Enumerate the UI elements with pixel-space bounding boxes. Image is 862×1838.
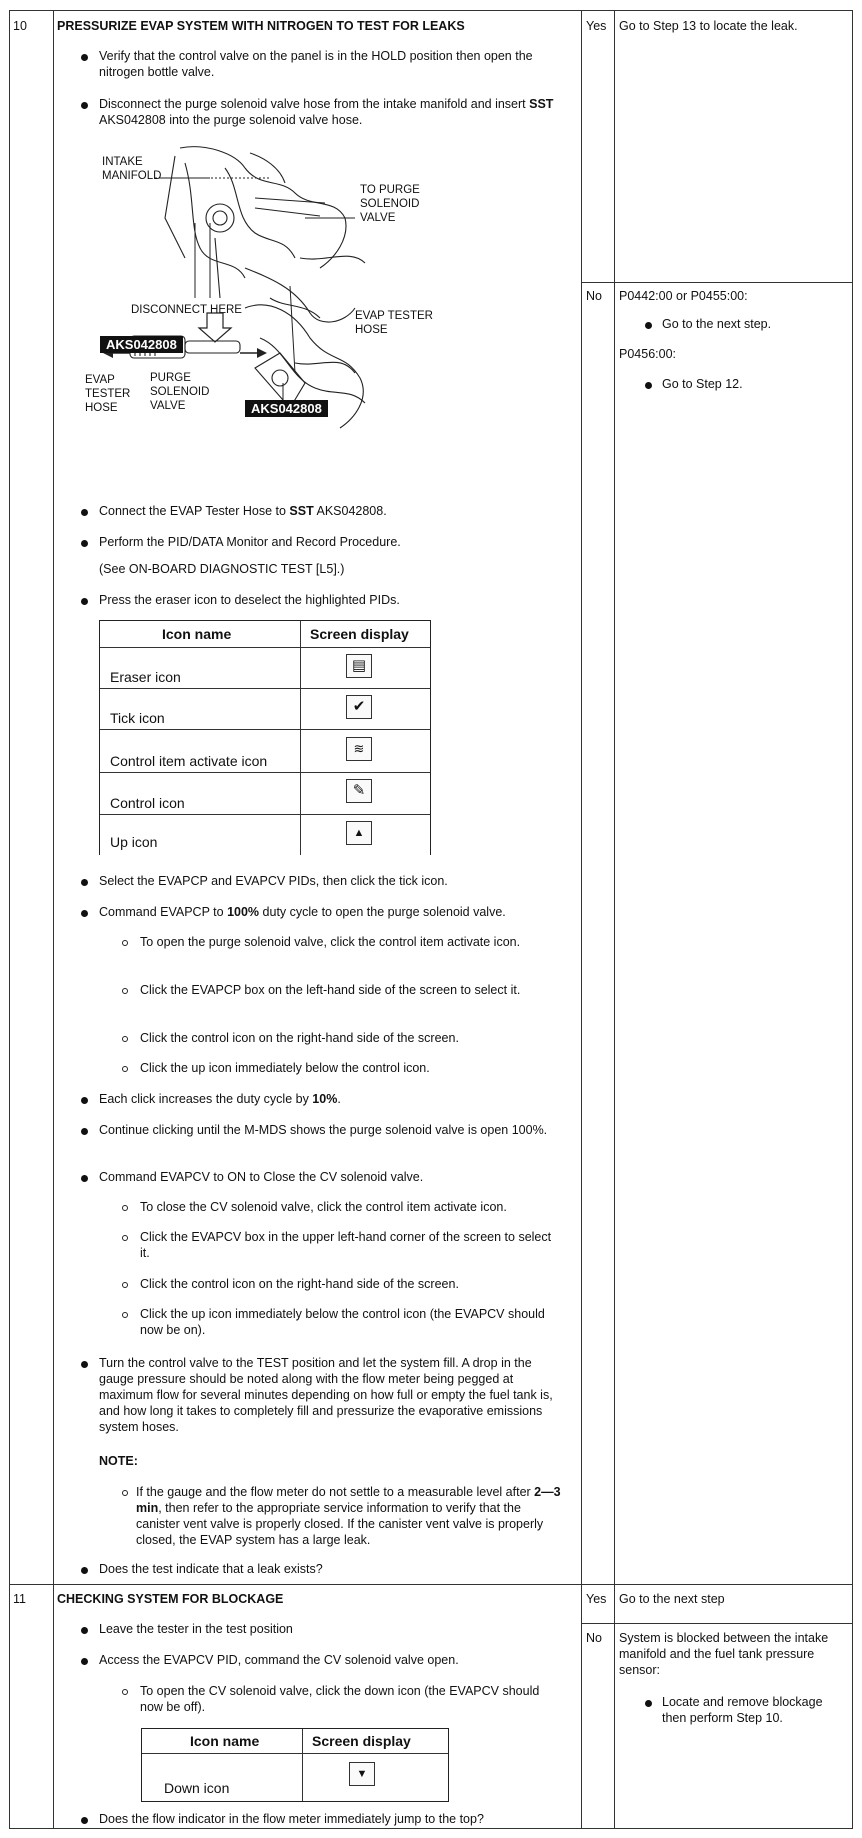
sub-bullet-icon bbox=[122, 1235, 128, 1241]
column-header: Icon name bbox=[190, 1733, 260, 1749]
disconnect-here-label: DISCONNECT HERE bbox=[131, 304, 242, 316]
bullet-icon bbox=[81, 54, 88, 61]
instruction: Verify that the control valve on the panel is in the HOLD position then open the nitrogen bottle valve. bbox=[99, 49, 533, 79]
bullet-icon bbox=[81, 879, 88, 886]
sub-bullet-icon bbox=[122, 988, 128, 994]
sub-instruction: To open the CV solenoid valve, click the down icon (the EVAPCV should now be off). bbox=[140, 1684, 540, 1714]
control-item-activate-icon: ≋ bbox=[346, 737, 372, 761]
bullet-icon bbox=[81, 1567, 88, 1574]
evap-connection-figure bbox=[85, 138, 465, 488]
instruction: Press the eraser icon to deselect the highlighted PIDs. bbox=[99, 593, 400, 607]
column-header: Screen display bbox=[312, 1733, 411, 1749]
instruction: Select the EVAPCP and EVAPCV PIDs, then click the tick icon. bbox=[99, 874, 448, 888]
reference-note: (See ON-BOARD DIAGNOSTIC TEST [L5].) bbox=[99, 562, 345, 576]
down-arrow-icon bbox=[199, 313, 231, 342]
bullet-icon bbox=[81, 509, 88, 516]
note-text: If the gauge and the flow meter do not settle to a measurable level after 2—3 min, then refer to the appropriate service information to verify that the canister vent valve is properly closed. If the canister vent valve is properly closed, the EVAP system has a large leak. bbox=[136, 1485, 561, 1547]
sub-instruction: Click the EVAPCV box in the upper left-hand corner of the screen to select it. bbox=[140, 1230, 552, 1260]
eraser-icon: ▤ bbox=[346, 654, 372, 678]
sub-instruction: Click the EVAPCP box on the left-hand side of the screen to select it. bbox=[140, 983, 521, 997]
instruction: Each click increases the duty cycle by 10%. bbox=[99, 1092, 341, 1106]
bullet-icon bbox=[81, 540, 88, 547]
icon-name: Eraser icon bbox=[110, 669, 181, 685]
bullet-icon bbox=[81, 102, 88, 109]
column-header: Screen display bbox=[310, 626, 409, 642]
bullet-icon bbox=[81, 1175, 88, 1182]
step-number: 10 bbox=[13, 19, 27, 33]
no-label: No bbox=[586, 1631, 602, 1645]
yes-action: Go to Step 13 to locate the leak. bbox=[619, 19, 798, 33]
no-text: System is blocked between the intake manifold and the fuel tank pressure sensor: bbox=[619, 1631, 829, 1677]
no-action: Locate and remove blockage then perform Step 10. bbox=[662, 1695, 823, 1725]
sub-bullet-icon bbox=[122, 1036, 128, 1042]
sub-bullet-icon bbox=[122, 940, 128, 946]
tool-tag: AKS042808 bbox=[100, 336, 183, 353]
bullet-icon bbox=[81, 1627, 88, 1634]
bullet-icon bbox=[645, 382, 652, 389]
instruction: Command EVAPCV to ON to Close the CV solenoid valve. bbox=[99, 1170, 424, 1184]
sub-instruction: Click the control icon on the right-hand side of the screen. bbox=[140, 1031, 459, 1045]
note-label: NOTE: bbox=[99, 1454, 138, 1468]
dtc-code: P0442:00 or P0455:00: bbox=[619, 289, 748, 303]
purge-solenoid-label: TO PURGE SOLENOID VALVE bbox=[360, 184, 420, 224]
sub-bullet-icon bbox=[122, 1312, 128, 1318]
icon-name: Down icon bbox=[164, 1780, 230, 1796]
bullet-icon bbox=[81, 1097, 88, 1104]
icon-table bbox=[141, 1728, 449, 1802]
no-label: No bbox=[586, 289, 602, 303]
bullet-icon bbox=[81, 1361, 88, 1368]
bullet-icon bbox=[81, 1658, 88, 1665]
icon-name: Control item activate icon bbox=[110, 753, 268, 769]
step-title: PRESSURIZE EVAP SYSTEM WITH NITROGEN TO TEST FOR LEAKS bbox=[57, 19, 465, 33]
bullet-icon bbox=[645, 1700, 652, 1707]
instruction: Leave the tester in the test position bbox=[99, 1622, 293, 1636]
instruction: Turn the control valve to the TEST position and let the system fill. A drop in the gauge pressure should be noted along with the flow meter being pegged at maximum flow for several minutes depending on how full or empty the fuel tank is, and how long it takes to completely fill and pressurize the evaporative emissions system hoses. bbox=[99, 1356, 553, 1434]
sub-bullet-icon bbox=[122, 1205, 128, 1211]
sub-bullet-icon bbox=[122, 1490, 128, 1496]
evap-tester-hose-label: EVAP TESTER HOSE bbox=[355, 310, 433, 336]
yes-label: Yes bbox=[586, 19, 607, 33]
instruction: Continue clicking until the M-MDS shows the purge solenoid valve is open 100%. bbox=[99, 1123, 548, 1137]
instruction: Connect the EVAP Tester Hose to SST AKS042808. bbox=[99, 504, 387, 518]
icon-name: Up icon bbox=[110, 834, 158, 850]
sub-bullet-icon bbox=[122, 1689, 128, 1695]
sub-instruction: Click the up icon immediately below the control icon. bbox=[140, 1061, 430, 1075]
bullet-icon bbox=[81, 910, 88, 917]
instruction: Disconnect the purge solenoid valve hose from the intake manifold and insert SST AKS042808 into the purge solenoid valve hose. bbox=[99, 97, 554, 127]
icon-table bbox=[99, 620, 431, 855]
yes-action: Go to the next step bbox=[619, 1592, 725, 1606]
sub-bullet-icon bbox=[122, 1282, 128, 1288]
tick-icon: ✔ bbox=[346, 695, 372, 719]
yes-label: Yes bbox=[586, 1592, 607, 1606]
sub-instruction: Click the up icon immediately below the control icon (the EVAPCV should now be on). bbox=[140, 1307, 545, 1337]
instruction: Access the EVAPCV PID, command the CV solenoid valve open. bbox=[99, 1653, 459, 1667]
instruction: Command EVAPCP to 100% duty cycle to open the purge solenoid valve. bbox=[99, 905, 506, 919]
column-header: Icon name bbox=[162, 626, 232, 642]
icon-name: Control icon bbox=[110, 795, 185, 811]
control-icon: ✎ bbox=[346, 779, 372, 803]
up-icon: ▲ bbox=[346, 821, 372, 845]
bullet-icon bbox=[81, 1817, 88, 1824]
sub-instruction: To open the purge solenoid valve, click the control item activate icon. bbox=[140, 935, 521, 949]
instruction: Perform the PID/DATA Monitor and Record Procedure. bbox=[99, 535, 401, 549]
bullet-icon bbox=[81, 598, 88, 605]
purge-valve-label: PURGE SOLENOID VALVE bbox=[150, 372, 210, 412]
icon-name: Tick icon bbox=[110, 710, 165, 726]
tool-tag: AKS042808 bbox=[245, 400, 328, 417]
sub-instruction: Click the control icon on the right-hand side of the screen. bbox=[140, 1277, 459, 1291]
down-icon: ▼ bbox=[349, 1762, 375, 1786]
bullet-icon bbox=[81, 1128, 88, 1135]
intake-manifold-label: INTAKE MANIFOLD bbox=[102, 156, 162, 182]
step-number: 11 bbox=[13, 1592, 26, 1606]
no-action: Go to the next step. bbox=[662, 317, 772, 331]
sub-instruction: To close the CV solenoid valve, click the control item activate icon. bbox=[140, 1200, 507, 1214]
sub-bullet-icon bbox=[122, 1066, 128, 1072]
tester-hose-label: EVAP TESTER HOSE bbox=[85, 374, 131, 414]
step-title: CHECKING SYSTEM FOR BLOCKAGE bbox=[57, 1592, 284, 1606]
no-action: Go to Step 12. bbox=[662, 377, 743, 391]
bullet-icon bbox=[645, 322, 652, 329]
question: Does the test indicate that a leak exists? bbox=[99, 1562, 323, 1576]
question: Does the flow indicator in the flow meter immediately jump to the top? bbox=[99, 1812, 484, 1826]
dtc-code: P0456:00: bbox=[619, 347, 676, 361]
